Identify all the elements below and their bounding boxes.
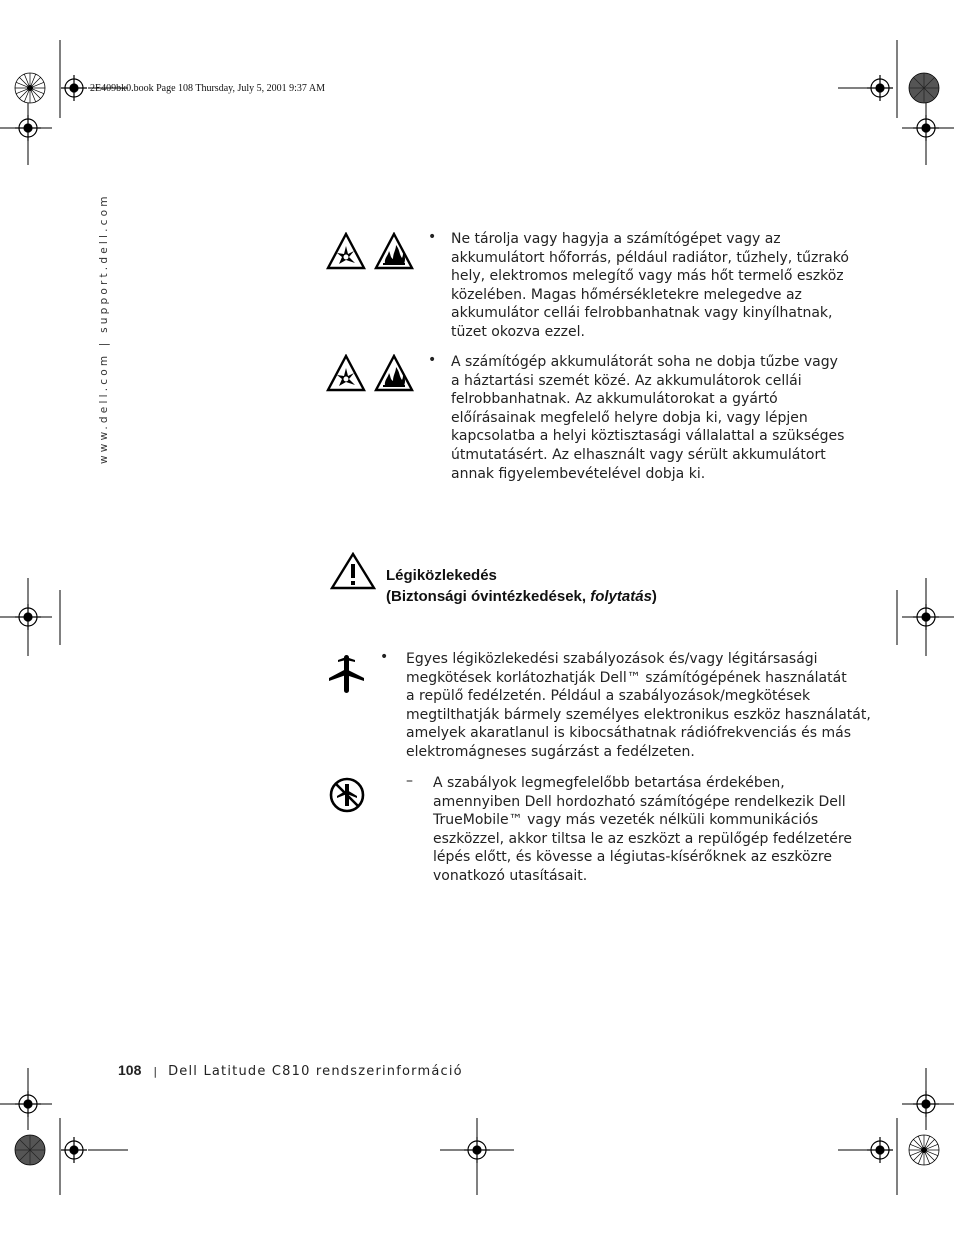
text-line: vonatkozó utasításait. [433,867,588,884]
heading-line-2 [386,586,657,607]
heading-suffix: ) [651,588,657,605]
section-heading [386,565,657,607]
text-line: Egyes légiközlekedési szabályozások és/vagy légitársasági [406,651,818,667]
text-line: lépés előtt, és kövesse a légiutas-kísérőknek az eszközre [433,849,832,866]
bullet-point: • [428,229,437,245]
explosion-warning-icon [326,232,366,270]
fire-warning-icon [374,354,414,392]
text-line: elektromágneses sugárzást a fedélzeten. [406,743,695,760]
battery-disposal-warning-text [451,353,844,483]
explosion-warning-icon [326,354,366,392]
aviation-regulation-text [406,650,871,762]
wireless-device-instruction-text [433,774,852,886]
heading-italic: folytatás [590,588,652,605]
text-line: amelyek akaratlanul is kibocsáthatnak rádiófrekvenciás és más [406,725,851,742]
heading-line-1: Légiközlekedés [386,567,497,584]
text-line: Ne tárolja vagy hagyja a számítógépet vagy az [451,231,781,247]
text-line: A szabályok legmegfelelőbb betartása érdekében, [433,775,785,791]
text-line: akkumulátor cellái felrobbanhatnak vagy kinyílhatnak, [451,305,833,322]
no-wireless-icon [328,776,366,814]
text-line: hely, elektromos melegítő vagy más hőt termelő eszköz [451,268,844,285]
text-line: kapcsolatba a helyi köztisztasági vállalattal a szükséges [451,428,845,445]
file-info-header: 2E409bk0.book Page 108 Thursday, July 5, 2001 9:37 AM [90,83,325,94]
page-number: 108 [118,1062,142,1078]
bullet-point: • [428,352,437,368]
text-line: megtilthatják bármely személyes elektronikus eszköz használatát, [406,706,871,723]
text-line: útmutatásért. Az elhasznált vagy sérült akkumulátort [451,446,826,463]
heading-prefix: (Biztonsági óvintézkedések, [386,588,591,605]
bullet-point: • [380,649,389,665]
text-line: közelében. Magas hőmérsékletekre melegedve az [451,286,802,303]
battery-heat-warning-text [451,230,849,342]
text-line: felrobbanhatnak. Az akkumulátorokat a gyártó [451,391,778,408]
text-line: annak figyelembevételével dobja ki. [451,465,706,482]
text-line: előírásainak megfelelő helyre dobja ki, vagy lépjen [451,409,808,426]
page-footer [118,1062,463,1079]
text-line: TrueMobile™ vagy más vezeték nélküli kommunikációs [433,812,819,829]
text-line: a háztartási szemét közé. Az akkumulátorok cellái [451,372,802,389]
text-line: a repülő fedélzetén. Például a szabályozások/megkötések [406,688,811,705]
text-line: tüzet okozva ezzel. [451,323,585,340]
text-line: amennyiben Dell hordozható számítógépe rendelkezik Dell [433,793,846,810]
footer-separator: | [153,1065,158,1078]
text-line: A számítógép akkumulátorát soha ne dobja tűzbe vagy [451,354,838,370]
text-line: akkumulátort hőforrás, például radiátor, tűzhely, tűzrakó [451,249,849,266]
airplane-icon [328,654,366,694]
dash-marker: – [406,773,413,789]
fire-warning-icon [374,232,414,270]
document-title: Dell Latitude C810 rendszerinformáció [168,1064,463,1079]
text-line: eszközzel, akkor tiltsa le az eszközt a repülőgép fedélzetére [433,830,852,847]
text-line: megkötések korlátozhatják Dell™ számítógépének használatát [406,669,847,686]
sidebar-url: www.dell.com | support.dell.com [98,193,110,464]
caution-icon [330,552,376,590]
